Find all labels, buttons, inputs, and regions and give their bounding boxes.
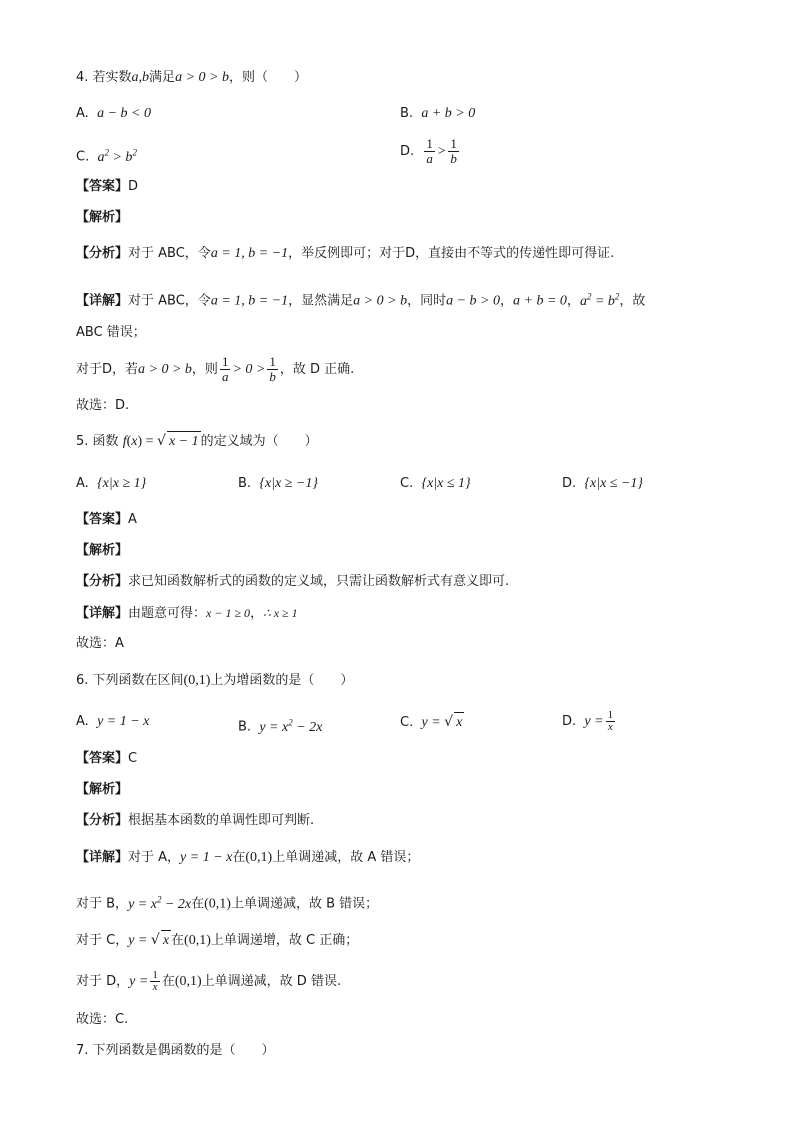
- q5-option-d: D. {x|x ≤ −1}: [562, 476, 644, 491]
- q6-stem: 6. 下列函数在区间(0,1)上为增函数的是（ ）: [76, 673, 354, 688]
- q6-xiangjie-b: 对于 B，$y = x^2 - 2x$在(0,1)上单调递减，故 B 错误；: [76, 894, 379, 912]
- q5-analysis-tag: 【解析】: [76, 543, 129, 558]
- q4-option-d: D. $\frac{1}{a}$ > $\frac{1}{b}$: [400, 136, 457, 166]
- q4-option-b: B. a + b > 0: [400, 106, 476, 121]
- q4-stem: 4. 若实数a,b满足a > 0 > b，则（ ）: [76, 70, 307, 85]
- q5-stem: 5. 函数 f(x) = √ x − 1 的定义域为（ ）: [76, 431, 318, 452]
- q6-option-a: A. y = 1 − x: [76, 714, 150, 729]
- q5-option-b: B. {x|x ≥ −1}: [238, 476, 318, 491]
- q5-answer: 【答案】A: [76, 512, 137, 527]
- q5-fenxi: 【分析】求已知函数解析式的函数的定义域，只需让函数解析式有意义即可.: [76, 574, 510, 589]
- q4-choose: 故选：D.: [76, 398, 130, 413]
- q4-option-c: C. $a^2 > b^2$: [76, 147, 137, 165]
- q4-xiangjie-line2: ABC 错误；: [76, 325, 146, 340]
- q4-option-a: A. a − b < 0: [76, 106, 151, 121]
- q6-option-c: C. y = √ x: [400, 712, 464, 733]
- q6-option-d: D. y = $\frac{1}{x}$: [562, 709, 614, 733]
- q5-option-a: A. {x|x ≥ 1}: [76, 476, 147, 491]
- q6-xiangjie-a: 【详解】对于 A，y = 1 − x在(0,1)上单调递减，故 A 错误；: [76, 850, 420, 865]
- q7-stem: 7. 下列函数是偶函数的是（ ）: [76, 1043, 275, 1058]
- q6-analysis-tag: 【解析】: [76, 782, 129, 797]
- q6-fenxi: 【分析】根据基本函数的单调性即可判断.: [76, 813, 315, 828]
- q6-choose: 故选：C.: [76, 1012, 129, 1027]
- q4-xiangjie: 【详解】对于 ABC，令a = 1, b = −1，显然满足a > 0 > b，同时a − b > 0，a + b = 0，$a^2 = b^2$，故: [76, 291, 646, 309]
- q4-answer: 【答案】D: [76, 179, 139, 194]
- q6-xiangjie-c: 对于 C，y = √ x 在(0,1)上单调递增，故 C 正确；: [76, 930, 358, 951]
- q4-analysis-tag: 【解析】: [76, 210, 129, 225]
- q5-xiangjie: 【详解】由题意可得：x − 1 ≥ 0，∴ x ≥ 1: [76, 606, 298, 621]
- q4-xiangjie-line3: 对于D，若a > 0 > b，则 $\frac{1}{a}$ > 0 > $\frac{1}{b}$ ，故 D 正确.: [76, 354, 355, 384]
- q6-option-b: B. $y = x^2 - 2x$: [238, 717, 323, 735]
- q4-fenxi: 【分析】对于 ABC，令a = 1, b = −1，举反例即可；对于D，直接由不等式的传递性即可得证.: [76, 246, 615, 261]
- q5-choose: 故选：A: [76, 636, 124, 651]
- q6-answer: 【答案】C: [76, 751, 138, 766]
- q5-option-c: C. {x|x ≤ 1}: [400, 476, 471, 491]
- q6-xiangjie-d: 对于 D，y = $\frac{1}{x}$ 在(0,1)上单调递减，故 D 错误.: [76, 969, 342, 993]
